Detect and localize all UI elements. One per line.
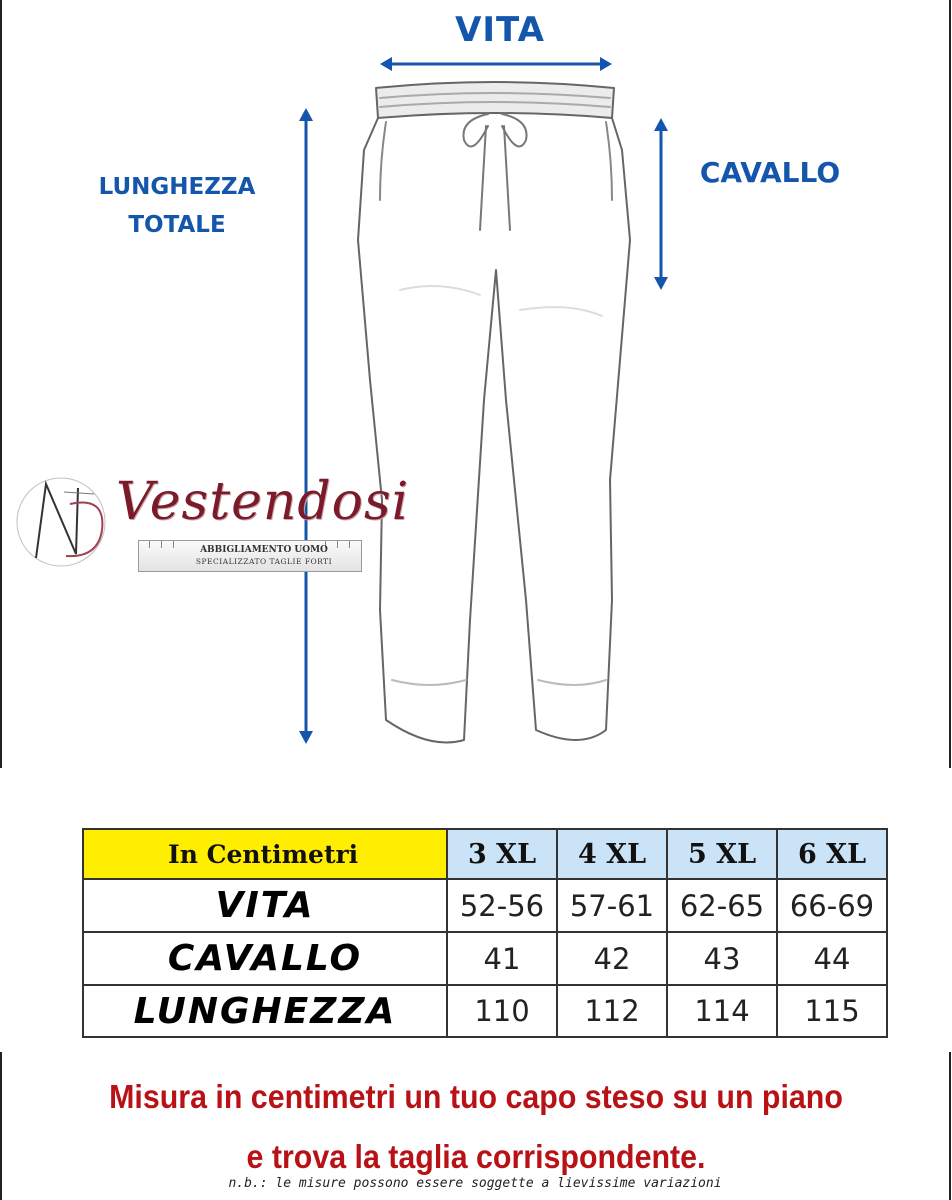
lunghezza-label-line1: LUNGHEZZA <box>98 174 256 200</box>
table-cell: 62-65 <box>667 879 777 932</box>
needle-thread-logo-icon <box>6 474 116 570</box>
table-cell: 110 <box>447 985 557 1037</box>
row-label: VITA <box>83 879 447 932</box>
table-header-row <box>83 829 887 879</box>
right-border-line-lower <box>949 1052 951 1200</box>
table-cell: 52-56 <box>447 879 557 932</box>
brand-name: Vestendosi <box>116 472 410 532</box>
table-cell: 66-69 <box>777 879 887 932</box>
lunghezza-label-line2: TOTALE <box>128 212 226 238</box>
size-header-5xl: 5 XL <box>667 829 777 879</box>
table-row-lunghezza <box>83 985 887 1037</box>
table-cell: 44 <box>777 932 887 985</box>
measuring-tape-banner <box>138 540 362 572</box>
size-header-4xl: 4 XL <box>557 829 667 879</box>
row-label: LUNGHEZZA <box>83 985 447 1037</box>
table-header-label: In Centimetri <box>83 829 447 879</box>
size-header-3xl: 3 XL <box>447 829 557 879</box>
left-border-line-lower <box>0 1052 2 1200</box>
lunghezza-totale-label <box>62 168 292 244</box>
table-row-cavallo <box>83 932 887 985</box>
brand-tagline-line1: ABBIGLIAMENTO UOMO <box>200 545 328 555</box>
table-cell: 43 <box>667 932 777 985</box>
table-cell: 41 <box>447 932 557 985</box>
vita-label: VITA <box>455 10 545 50</box>
cavallo-label: CAVALLO <box>699 156 841 189</box>
cavallo-arrow-icon <box>651 118 671 290</box>
brand-tagline-line2: SPECIALIZZATO TAGLIE FORTI <box>195 557 333 566</box>
measure-instruction-line2: e trova la taglia corrispondente. <box>246 1138 706 1175</box>
measure-instruction-line1: Misura in centimetri un tuo capo steso su un piano <box>109 1078 843 1115</box>
table-row-vita <box>83 879 887 932</box>
size-table <box>82 828 888 1038</box>
table-cell: 112 <box>557 985 667 1037</box>
vita-arrow-icon <box>380 54 612 74</box>
right-border-line <box>949 0 951 768</box>
row-label: CAVALLO <box>83 932 447 985</box>
pants-icon <box>340 80 650 760</box>
table-cell: 42 <box>557 932 667 985</box>
measurement-footnote: n.b.: le misure possono essere soggette a lievissime variazioni <box>228 1176 722 1191</box>
table-cell: 115 <box>777 985 887 1037</box>
left-border-line <box>0 0 2 768</box>
table-cell: 114 <box>667 985 777 1037</box>
lunghezza-arrow-icon <box>296 108 316 744</box>
table-cell: 57-61 <box>557 879 667 932</box>
size-header-6xl: 6 XL <box>777 829 887 879</box>
